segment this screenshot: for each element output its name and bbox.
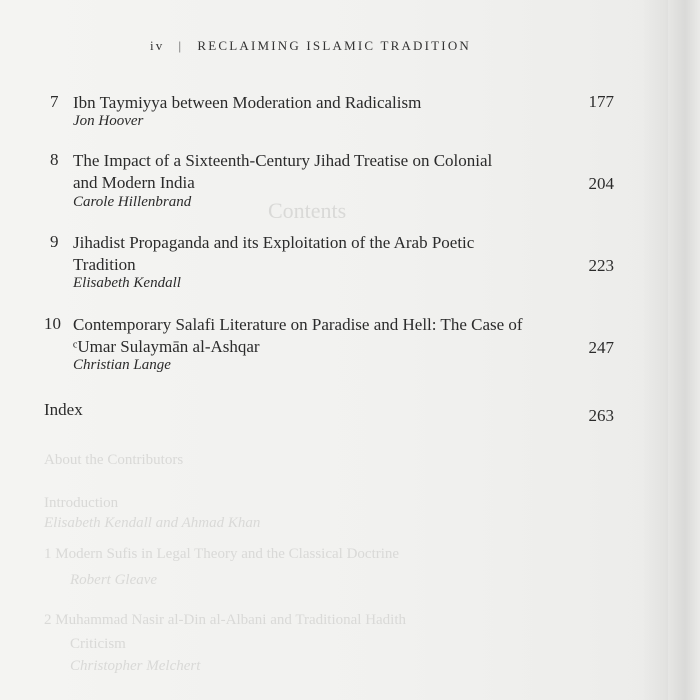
chapter-title-line: Jihadist Propaganda and its Exploitation of the Arab Poetic — [73, 233, 475, 252]
header-page-number: iv — [150, 38, 165, 53]
chapter-title-line: ᶜUmar Sulaymān al-Ashqar — [73, 337, 260, 356]
chapter-number: 8 — [50, 150, 59, 169]
chapter-number: 10 — [44, 314, 61, 333]
page-gutter-shadow — [640, 0, 700, 700]
chapter-title-line: Ibn Taymiyya between Moderation and Radicalism — [73, 93, 422, 112]
chapter-number: 7 — [50, 92, 59, 111]
chapter-page-number: 247 — [588, 338, 614, 357]
show-through-line: Criticism — [70, 636, 126, 652]
header-running-title: RECLAIMING ISLAMIC TRADITION — [197, 38, 472, 53]
chapter-title-line: Contemporary Salafi Literature on Paradise and Hell: The Case of — [73, 315, 523, 334]
chapter-page-number: 177 — [588, 92, 614, 111]
index-label: Index — [44, 400, 83, 419]
show-through-line: About the Contributors — [44, 452, 184, 468]
show-through-line: Robert Gleave — [70, 572, 158, 588]
show-through-line: 2 Muhammad Nasir al-Din al-Albani and Traditional Hadith — [44, 612, 407, 628]
chapter-author: Jon Hoover — [73, 113, 144, 129]
show-through-line: Introduction — [44, 495, 119, 511]
chapter-title — [73, 92, 573, 114]
running-header — [150, 38, 471, 54]
chapter-title — [73, 150, 573, 194]
chapter-page-number: 204 — [588, 174, 614, 193]
chapter-title-line: and Modern India — [73, 173, 195, 192]
index-page-number: 263 — [588, 406, 614, 425]
chapter-author: Carole Hillenbrand — [73, 194, 192, 210]
chapter-title-line: Tradition — [73, 255, 136, 274]
chapter-title — [73, 314, 603, 358]
chapter-number: 9 — [50, 232, 59, 251]
chapter-author: Christian Lange — [73, 357, 171, 373]
chapter-title — [73, 232, 573, 276]
show-through-line: Elisabeth Kendall and Ahmad Khan — [44, 515, 261, 531]
chapter-author: Elisabeth Kendall — [73, 275, 181, 291]
header-separator: | — [178, 38, 184, 53]
chapter-title-line: The Impact of a Sixteenth-Century Jihad Treatise on Colonial — [73, 151, 493, 170]
show-through-line: 1 Modern Sufis in Legal Theory and the Classical Doctrine — [44, 546, 400, 562]
chapter-page-number: 223 — [588, 256, 614, 275]
show-through-line: Christopher Melchert — [70, 658, 201, 674]
show-through-heading: Contents — [268, 198, 347, 223]
